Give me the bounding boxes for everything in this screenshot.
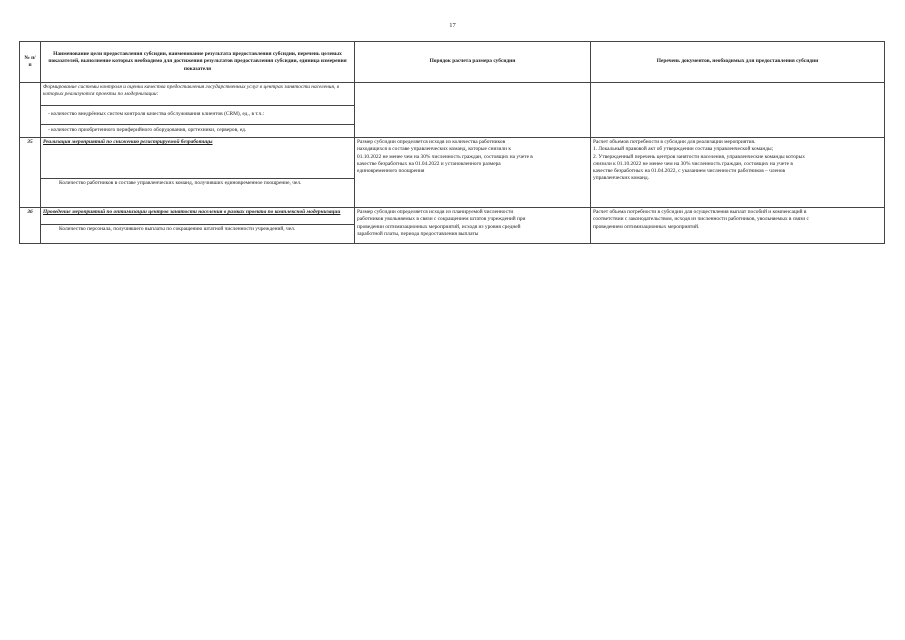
header-name: Наименование цели предоставления субсидии, наименование результата предоставления субсидии, перечень целевых показателей, выполнение которых необходимо для достижения результатов предоставления субсидии, единица измерения показателя — [41, 42, 355, 83]
row-number: 35 — [20, 138, 41, 179]
header-num: № п/п — [20, 42, 41, 83]
table-header-row — [20, 42, 885, 83]
table-row — [20, 208, 885, 225]
goal-text: Реализация мероприятий по снижению регистрируемой безработицы — [41, 138, 355, 179]
header-docs: Перечень документов, необходимых для предоставления субсидии — [591, 42, 885, 83]
continued-item-crm: - количество внедрённых систем контроля качества обслуживания клиентов (CRM), ед., в т.ч.: — [41, 106, 355, 125]
continued-intro: Формирование системы контроля и оценки качества предоставления государственных услуг в центрах занятости населения, в которых реализуются проекты по модернизации: — [41, 83, 355, 106]
docs-text: Расчет объема потребности в субсидии для осуществления выплат пособий и компенсаций в соответствии с законодательством, исходя из численности работников, увольняемых в связи с проведением оптимизационных мероприятий. — [591, 208, 885, 244]
table-row — [20, 106, 885, 125]
indicator-text: Количество персонала, получившего выплаты по сокращению штатной численности учреждений, чел. — [41, 225, 355, 244]
page-number: 17 — [449, 22, 456, 29]
goal-text: Проведение мероприятий по оптимизации центров занятости населения в рамках проекта по комплексной модернизации — [41, 208, 355, 225]
header-calc: Порядок расчета размера субсидии — [355, 42, 591, 83]
calc-text: Размер субсидии определяется исходя из планируемой численности работников увольняемых в связи с сокращением штатов учреждений при проведении оптимизационных мероприятий, исходя из уровня средней заработной платы, периода предоставления выплаты — [355, 208, 591, 244]
calc-text: Размер субсидии определяется исходя из количества работников находящихся в составе управленческих команд, которые снизили к 01.10.2022 не менее чем на 30% численность граждан, состоящих на учете в качестве безработных на 01.04.2022 и установленного размера единовременного поощрения — [355, 138, 591, 208]
docs-text: Расчет объемов потребности в субсидии для реализации мероприятия. 1. Локальный правовой акт об утверждении состава управленческой команды; 2. Утвержденный перечень центров занятости населения, управленческие команды которых снизили к 01.10.2022 не менее чем на 30% численность граждан, состоящих на учете в качестве безработных на 01.04.2022, с указанием численности работников – членов управленческих команд. — [591, 138, 885, 208]
table-row — [20, 125, 885, 138]
table-row — [20, 83, 885, 106]
continued-item-equipment: - количество приобретенного периферийного оборудования, оргтехники, серверов, ед. — [41, 125, 355, 138]
subsidy-table — [19, 41, 885, 244]
indicator-text: Количество работников в составе управленческих команд, получивших единовременное поощрение, чел. — [41, 179, 355, 208]
row-number: 36 — [20, 208, 41, 225]
table-row — [20, 138, 885, 179]
